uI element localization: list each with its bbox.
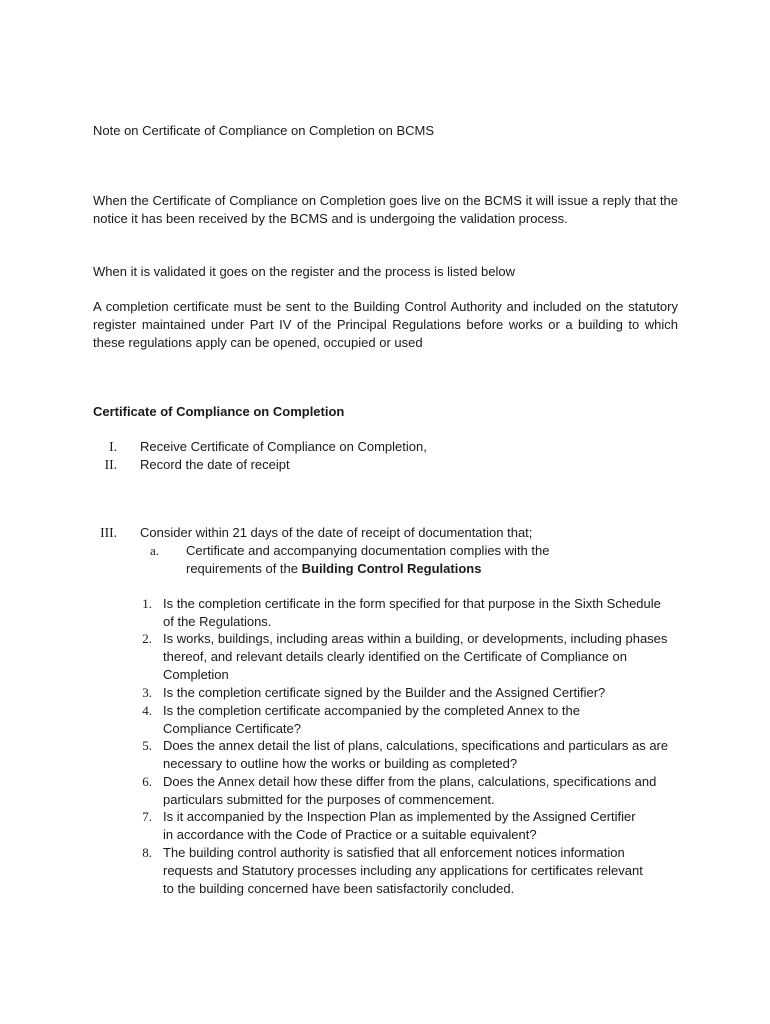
intro-paragraph: When the Certificate of Compliance on Completion goes live on the BCMS it will issue a reply that the notice it has been received by the BCMS and is undergoing the validation process. <box>93 193 678 226</box>
list-item-text: Consider within 21 days of the date of receipt of documentation that; <box>140 525 533 540</box>
list-item-text: Is the completion certificate accompanied by the completed Annex to the Compliance Certificate? <box>163 703 580 736</box>
list-item-text: Is the completion certificate in the form specified for that purpose in the Sixth Schedule of the Regulations. <box>163 596 661 629</box>
list-marker: III. <box>100 525 117 540</box>
list-item-text: The building control authority is satisfied that all enforcement notices information requests and Statutory processes including any applications for certificates relevant to the building concerned have been satisfactorily concluded. <box>163 845 643 896</box>
list-marker: I. <box>109 439 117 454</box>
list-marker: 3. <box>142 685 152 700</box>
list-item-text: Record the date of receipt <box>140 457 290 472</box>
requirement-paragraph: A completion certificate must be sent to the Building Control Authority and included on the statutory register maintained under Part IV of the Principal Regulations before works or a building to which these regulations apply can be opened, occupied or used <box>93 299 678 350</box>
list-marker: 2. <box>142 631 152 646</box>
list-marker: 1. <box>142 596 152 611</box>
list-marker: II. <box>104 457 117 472</box>
sub-list-item-text <box>186 542 606 578</box>
list-item-text: Does the Annex detail how these differ from the plans, calculations, specifications and particulars submitted for the purposes of commencement. <box>163 774 657 807</box>
list-marker: 6. <box>142 774 152 789</box>
list-marker: 7. <box>142 809 152 824</box>
section-heading: Certificate of Compliance on Completion <box>93 404 345 419</box>
list-item-text: Receive Certificate of Compliance on Completion, <box>140 439 427 454</box>
list-marker: 8. <box>142 845 152 860</box>
list-item-text: Is it accompanied by the Inspection Plan as implemented by the Assigned Certifier in accordance with the Code of Practice or a suitable equivalent? <box>163 809 636 842</box>
list-item-text: Is the completion certificate signed by the Builder and the Assigned Certifier? <box>163 685 606 700</box>
sub-list-marker: a. <box>150 543 160 558</box>
sub-list-item-text-plain: Certificate and accompanying documentation complies with the requirements of the <box>186 543 550 576</box>
validation-paragraph: When it is validated it goes on the register and the process is listed below <box>93 264 516 279</box>
document-title: Note on Certificate of Compliance on Completion on BCMS <box>93 123 435 138</box>
list-item-text: Does the annex detail the list of plans, calculations, specifications and particulars as are necessary to outline how the works or building as completed? <box>163 738 669 771</box>
list-marker: 4. <box>142 703 152 718</box>
list-marker: 5. <box>142 738 152 753</box>
sub-list-item-text-bold: Building Control Regulations <box>301 561 482 576</box>
list-item-text: Is works, buildings, including areas within a building, or developments, including phases thereof, and relevant details clearly identified on the Certificate of Compliance on Completion <box>163 631 668 682</box>
